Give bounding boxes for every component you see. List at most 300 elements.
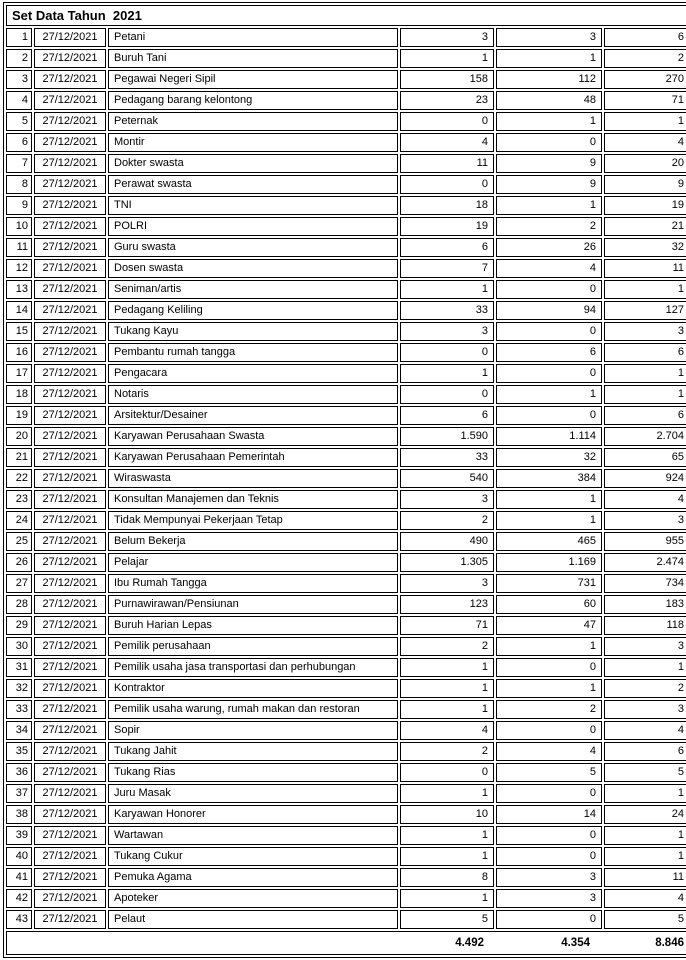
row-occupation-cell: Tukang Kayu (108, 322, 398, 341)
row-value-2-cell: 1.169 (496, 553, 602, 572)
row-occupation-cell: Pelaut (108, 910, 398, 929)
row-value-2-cell: 1.114 (496, 427, 602, 446)
row-number-cell: 23 (6, 490, 32, 509)
row-occupation-cell: Montir (108, 133, 398, 152)
row-occupation-cell: Juru Masak (108, 784, 398, 803)
row-occupation-cell: Buruh Harian Lepas (108, 616, 398, 635)
row-date-cell: 27/12/2021 (34, 637, 106, 656)
row-date-cell: 27/12/2021 (34, 322, 106, 341)
row-occupation-cell: Tidak Mempunyai Pekerjaan Tetap (108, 511, 398, 530)
row-value-2-cell: 26 (496, 238, 602, 257)
row-value-3-cell: 3 (604, 700, 686, 719)
row-date-cell: 27/12/2021 (34, 742, 106, 761)
row-value-1-cell: 0 (400, 763, 494, 782)
row-value-2-cell: 112 (496, 70, 602, 89)
row-occupation-cell: Pegawai Negeri Sipil (108, 70, 398, 89)
row-value-3-cell: 127 (604, 301, 686, 320)
table-row (6, 826, 686, 845)
row-value-2-cell: 0 (496, 280, 602, 299)
row-value-1-cell: 0 (400, 175, 494, 194)
row-value-3-cell: 1 (604, 280, 686, 299)
row-value-1-cell: 18 (400, 196, 494, 215)
row-number-cell: 19 (6, 406, 32, 425)
totals-row (6, 931, 686, 955)
row-date-cell: 27/12/2021 (34, 28, 106, 47)
row-value-3-cell: 1 (604, 658, 686, 677)
row-date-cell: 27/12/2021 (34, 553, 106, 572)
row-number-cell: 15 (6, 322, 32, 341)
row-value-2-cell: 1 (496, 679, 602, 698)
row-value-3-cell: 4 (604, 490, 686, 509)
row-value-3-cell: 9 (604, 175, 686, 194)
row-date-cell: 27/12/2021 (34, 259, 106, 278)
row-number-cell: 4 (6, 91, 32, 110)
row-value-2-cell: 4 (496, 742, 602, 761)
table-row (6, 658, 686, 677)
row-value-1-cell: 1 (400, 679, 494, 698)
row-number-cell: 24 (6, 511, 32, 530)
row-date-cell: 27/12/2021 (34, 49, 106, 68)
row-date-cell: 27/12/2021 (34, 406, 106, 425)
row-value-3-cell: 183 (604, 595, 686, 614)
row-value-1-cell: 33 (400, 448, 494, 467)
row-date-cell: 27/12/2021 (34, 490, 106, 509)
row-value-1-cell: 5 (400, 910, 494, 929)
row-value-2-cell: 0 (496, 364, 602, 383)
row-value-3-cell: 65 (604, 448, 686, 467)
row-value-2-cell: 60 (496, 595, 602, 614)
table-row (6, 616, 686, 635)
row-date-cell: 27/12/2021 (34, 133, 106, 152)
row-value-3-cell: 2.474 (604, 553, 686, 572)
row-value-3-cell: 1 (604, 385, 686, 404)
row-occupation-cell: Arsitektur/Desainer (108, 406, 398, 425)
table-row (6, 847, 686, 866)
row-value-2-cell: 48 (496, 91, 602, 110)
data-table (3, 2, 686, 958)
row-value-3-cell: 1 (604, 826, 686, 845)
row-value-1-cell: 33 (400, 301, 494, 320)
row-value-1-cell: 0 (400, 343, 494, 362)
table-row (6, 889, 686, 908)
row-number-cell: 27 (6, 574, 32, 593)
row-date-cell: 27/12/2021 (34, 385, 106, 404)
row-value-3-cell: 924 (604, 469, 686, 488)
row-value-2-cell: 0 (496, 847, 602, 866)
total-value-1: 4.492 (455, 936, 484, 949)
row-number-cell: 42 (6, 889, 32, 908)
row-number-cell: 6 (6, 133, 32, 152)
table-row (6, 490, 686, 509)
row-value-1-cell: 1 (400, 889, 494, 908)
row-date-cell: 27/12/2021 (34, 658, 106, 677)
row-value-2-cell: 0 (496, 826, 602, 845)
row-value-2-cell: 3 (496, 868, 602, 887)
row-occupation-cell: Dosen swasta (108, 259, 398, 278)
row-date-cell: 27/12/2021 (34, 574, 106, 593)
row-value-1-cell: 4 (400, 721, 494, 740)
row-value-1-cell: 540 (400, 469, 494, 488)
row-value-1-cell: 1 (400, 700, 494, 719)
row-number-cell: 28 (6, 595, 32, 614)
row-number-cell: 20 (6, 427, 32, 446)
row-number-cell: 43 (6, 910, 32, 929)
row-occupation-cell: POLRI (108, 217, 398, 236)
row-occupation-cell: Seniman/artis (108, 280, 398, 299)
row-value-3-cell: 955 (604, 532, 686, 551)
row-occupation-cell: Pemilik usaha warung, rumah makan dan restoran (108, 700, 398, 719)
row-number-cell: 11 (6, 238, 32, 257)
table-row (6, 259, 686, 278)
row-value-3-cell: 3 (604, 511, 686, 530)
row-value-3-cell: 19 (604, 196, 686, 215)
row-value-2-cell: 14 (496, 805, 602, 824)
row-value-3-cell: 6 (604, 406, 686, 425)
row-value-2-cell: 1 (496, 511, 602, 530)
row-occupation-cell: Karyawan Honorer (108, 805, 398, 824)
row-date-cell: 27/12/2021 (34, 280, 106, 299)
row-occupation-cell: Pembantu rumah tangga (108, 343, 398, 362)
title-row (6, 5, 686, 26)
row-occupation-cell: TNI (108, 196, 398, 215)
row-value-3-cell: 6 (604, 343, 686, 362)
row-value-2-cell: 94 (496, 301, 602, 320)
row-number-cell: 8 (6, 175, 32, 194)
row-occupation-cell: Purnawirawan/Pensiunan (108, 595, 398, 614)
table-row (6, 595, 686, 614)
row-occupation-cell: Sopir (108, 721, 398, 740)
row-occupation-cell: Konsultan Manajemen dan Teknis (108, 490, 398, 509)
row-occupation-cell: Dokter swasta (108, 154, 398, 173)
row-occupation-cell: Pengacara (108, 364, 398, 383)
row-value-2-cell: 2 (496, 217, 602, 236)
row-date-cell: 27/12/2021 (34, 343, 106, 362)
row-number-cell: 32 (6, 679, 32, 698)
row-value-2-cell: 2 (496, 700, 602, 719)
row-value-3-cell: 71 (604, 91, 686, 110)
row-value-1-cell: 10 (400, 805, 494, 824)
row-value-1-cell: 6 (400, 238, 494, 257)
table-row (6, 868, 686, 887)
row-value-1-cell: 2 (400, 637, 494, 656)
row-value-3-cell: 20 (604, 154, 686, 173)
row-date-cell: 27/12/2021 (34, 301, 106, 320)
row-value-2-cell: 32 (496, 448, 602, 467)
row-value-3-cell: 5 (604, 763, 686, 782)
row-date-cell: 27/12/2021 (34, 112, 106, 131)
row-value-3-cell: 1 (604, 364, 686, 383)
row-value-3-cell: 1 (604, 784, 686, 803)
row-value-3-cell: 118 (604, 616, 686, 635)
table-row (6, 700, 686, 719)
row-value-2-cell: 0 (496, 322, 602, 341)
row-number-cell: 2 (6, 49, 32, 68)
row-date-cell: 27/12/2021 (34, 889, 106, 908)
row-value-1-cell: 0 (400, 385, 494, 404)
table-body (6, 28, 686, 929)
row-number-cell: 12 (6, 259, 32, 278)
row-value-1-cell: 19 (400, 217, 494, 236)
row-date-cell: 27/12/2021 (34, 70, 106, 89)
table-row (6, 112, 686, 131)
row-occupation-cell: Karyawan Perusahaan Pemerintah (108, 448, 398, 467)
row-value-2-cell: 384 (496, 469, 602, 488)
row-value-2-cell: 0 (496, 910, 602, 929)
row-value-3-cell: 2.704 (604, 427, 686, 446)
table-row (6, 385, 686, 404)
row-value-1-cell: 6 (400, 406, 494, 425)
table-row (6, 238, 686, 257)
row-value-2-cell: 3 (496, 28, 602, 47)
row-occupation-cell: Guru swasta (108, 238, 398, 257)
row-value-2-cell: 6 (496, 343, 602, 362)
row-date-cell: 27/12/2021 (34, 826, 106, 845)
table-row (6, 343, 686, 362)
table-row (6, 280, 686, 299)
row-value-1-cell: 1.590 (400, 427, 494, 446)
row-value-1-cell: 1 (400, 49, 494, 68)
row-occupation-cell: Kontraktor (108, 679, 398, 698)
total-value-2: 4.354 (561, 936, 590, 949)
row-date-cell: 27/12/2021 (34, 91, 106, 110)
row-value-2-cell: 5 (496, 763, 602, 782)
row-value-1-cell: 3 (400, 322, 494, 341)
totals-cell (6, 931, 686, 955)
row-occupation-cell: Wartawan (108, 826, 398, 845)
row-date-cell: 27/12/2021 (34, 364, 106, 383)
totals-container (7, 932, 686, 954)
row-value-2-cell: 731 (496, 574, 602, 593)
row-occupation-cell: Notaris (108, 385, 398, 404)
table-row (6, 532, 686, 551)
row-number-cell: 37 (6, 784, 32, 803)
row-value-1-cell: 123 (400, 595, 494, 614)
row-number-cell: 17 (6, 364, 32, 383)
row-value-1-cell: 1 (400, 784, 494, 803)
row-value-1-cell: 1 (400, 364, 494, 383)
row-value-3-cell: 32 (604, 238, 686, 257)
row-date-cell: 27/12/2021 (34, 679, 106, 698)
row-number-cell: 9 (6, 196, 32, 215)
table-row (6, 511, 686, 530)
row-occupation-cell: Petani (108, 28, 398, 47)
row-value-1-cell: 490 (400, 532, 494, 551)
table-row (6, 301, 686, 320)
row-date-cell: 27/12/2021 (34, 616, 106, 635)
row-value-3-cell: 4 (604, 889, 686, 908)
row-occupation-cell: Pemuka Agama (108, 868, 398, 887)
row-value-1-cell: 3 (400, 490, 494, 509)
row-date-cell: 27/12/2021 (34, 868, 106, 887)
row-occupation-cell: Pemilik usaha jasa transportasi dan perhubungan (108, 658, 398, 677)
table-row (6, 805, 686, 824)
row-value-1-cell: 23 (400, 91, 494, 110)
row-value-1-cell: 158 (400, 70, 494, 89)
row-date-cell: 27/12/2021 (34, 196, 106, 215)
row-number-cell: 31 (6, 658, 32, 677)
row-value-2-cell: 47 (496, 616, 602, 635)
table-row (6, 91, 686, 110)
row-value-2-cell: 0 (496, 784, 602, 803)
table-row (6, 406, 686, 425)
table-row (6, 763, 686, 782)
row-date-cell: 27/12/2021 (34, 217, 106, 236)
table-row (6, 910, 686, 929)
row-value-3-cell: 21 (604, 217, 686, 236)
table-row (6, 553, 686, 572)
row-occupation-cell: Peternak (108, 112, 398, 131)
row-value-2-cell: 1 (496, 490, 602, 509)
row-value-3-cell: 11 (604, 868, 686, 887)
row-date-cell: 27/12/2021 (34, 427, 106, 446)
row-date-cell: 27/12/2021 (34, 238, 106, 257)
row-value-3-cell: 2 (604, 49, 686, 68)
row-occupation-cell: Pelajar (108, 553, 398, 572)
row-date-cell: 27/12/2021 (34, 805, 106, 824)
row-value-1-cell: 71 (400, 616, 494, 635)
row-occupation-cell: Tukang Rias (108, 763, 398, 782)
row-date-cell: 27/12/2021 (34, 154, 106, 173)
row-date-cell: 27/12/2021 (34, 511, 106, 530)
row-value-1-cell: 1 (400, 280, 494, 299)
table-row (6, 637, 686, 656)
row-value-2-cell: 9 (496, 175, 602, 194)
row-date-cell: 27/12/2021 (34, 910, 106, 929)
table-row (6, 427, 686, 446)
row-value-2-cell: 0 (496, 658, 602, 677)
row-value-1-cell: 0 (400, 112, 494, 131)
table-row (6, 175, 686, 194)
row-occupation-cell: Pemilik perusahaan (108, 637, 398, 656)
table-row (6, 70, 686, 89)
table-row (6, 196, 686, 215)
row-occupation-cell: Karyawan Perusahaan Swasta (108, 427, 398, 446)
row-date-cell: 27/12/2021 (34, 847, 106, 866)
row-occupation-cell: Perawat swasta (108, 175, 398, 194)
row-number-cell: 1 (6, 28, 32, 47)
row-number-cell: 33 (6, 700, 32, 719)
row-number-cell: 30 (6, 637, 32, 656)
row-value-3-cell: 3 (604, 637, 686, 656)
row-number-cell: 13 (6, 280, 32, 299)
table-row (6, 322, 686, 341)
row-date-cell: 27/12/2021 (34, 532, 106, 551)
row-number-cell: 39 (6, 826, 32, 845)
table-row (6, 721, 686, 740)
row-value-3-cell: 24 (604, 805, 686, 824)
row-number-cell: 26 (6, 553, 32, 572)
row-value-2-cell: 1 (496, 112, 602, 131)
row-value-2-cell: 4 (496, 259, 602, 278)
row-value-3-cell: 4 (604, 721, 686, 740)
row-value-1-cell: 1 (400, 658, 494, 677)
row-number-cell: 5 (6, 112, 32, 131)
row-date-cell: 27/12/2021 (34, 469, 106, 488)
row-number-cell: 40 (6, 847, 32, 866)
row-number-cell: 16 (6, 343, 32, 362)
row-number-cell: 14 (6, 301, 32, 320)
total-value-3: 8.846 (655, 936, 684, 949)
row-number-cell: 25 (6, 532, 32, 551)
row-value-3-cell: 6 (604, 742, 686, 761)
row-value-2-cell: 0 (496, 133, 602, 152)
table-row (6, 154, 686, 173)
row-value-1-cell: 1 (400, 847, 494, 866)
row-value-2-cell: 1 (496, 196, 602, 215)
row-value-1-cell: 11 (400, 154, 494, 173)
row-value-2-cell: 465 (496, 532, 602, 551)
row-number-cell: 38 (6, 805, 32, 824)
row-number-cell: 34 (6, 721, 32, 740)
row-occupation-cell: Buruh Tani (108, 49, 398, 68)
row-occupation-cell: Wiraswasta (108, 469, 398, 488)
row-date-cell: 27/12/2021 (34, 175, 106, 194)
table-row (6, 679, 686, 698)
row-value-1-cell: 1 (400, 826, 494, 845)
table-row (6, 784, 686, 803)
row-value-3-cell: 5 (604, 910, 686, 929)
row-value-1-cell: 8 (400, 868, 494, 887)
row-number-cell: 29 (6, 616, 32, 635)
row-occupation-cell: Tukang Jahit (108, 742, 398, 761)
row-value-3-cell: 1 (604, 112, 686, 131)
row-occupation-cell: Pedagang barang kelontong (108, 91, 398, 110)
row-value-3-cell: 2 (604, 679, 686, 698)
table-row (6, 742, 686, 761)
row-date-cell: 27/12/2021 (34, 448, 106, 467)
row-value-3-cell: 1 (604, 847, 686, 866)
row-date-cell: 27/12/2021 (34, 721, 106, 740)
row-value-3-cell: 11 (604, 259, 686, 278)
row-number-cell: 35 (6, 742, 32, 761)
table-row (6, 217, 686, 236)
table-row (6, 469, 686, 488)
row-value-2-cell: 3 (496, 889, 602, 908)
row-value-3-cell: 734 (604, 574, 686, 593)
row-value-1-cell: 2 (400, 742, 494, 761)
row-number-cell: 18 (6, 385, 32, 404)
row-value-1-cell: 3 (400, 574, 494, 593)
row-value-3-cell: 4 (604, 133, 686, 152)
row-occupation-cell: Ibu Rumah Tangga (108, 574, 398, 593)
row-value-1-cell: 4 (400, 133, 494, 152)
row-occupation-cell: Pedagang Keliling (108, 301, 398, 320)
row-number-cell: 21 (6, 448, 32, 467)
row-number-cell: 41 (6, 868, 32, 887)
row-number-cell: 7 (6, 154, 32, 173)
row-occupation-cell: Apoteker (108, 889, 398, 908)
row-occupation-cell: Belum Bekerja (108, 532, 398, 551)
table-row (6, 28, 686, 47)
row-value-2-cell: 0 (496, 721, 602, 740)
row-value-2-cell: 0 (496, 406, 602, 425)
row-date-cell: 27/12/2021 (34, 763, 106, 782)
table-row (6, 364, 686, 383)
row-date-cell: 27/12/2021 (34, 700, 106, 719)
row-number-cell: 36 (6, 763, 32, 782)
row-date-cell: 27/12/2021 (34, 595, 106, 614)
row-value-3-cell: 270 (604, 70, 686, 89)
row-value-1-cell: 7 (400, 259, 494, 278)
row-value-1-cell: 3 (400, 28, 494, 47)
row-number-cell: 3 (6, 70, 32, 89)
row-value-1-cell: 2 (400, 511, 494, 530)
row-value-3-cell: 6 (604, 28, 686, 47)
row-date-cell: 27/12/2021 (34, 784, 106, 803)
table-row (6, 574, 686, 593)
row-occupation-cell: Tukang Cukur (108, 847, 398, 866)
row-value-2-cell: 1 (496, 637, 602, 656)
